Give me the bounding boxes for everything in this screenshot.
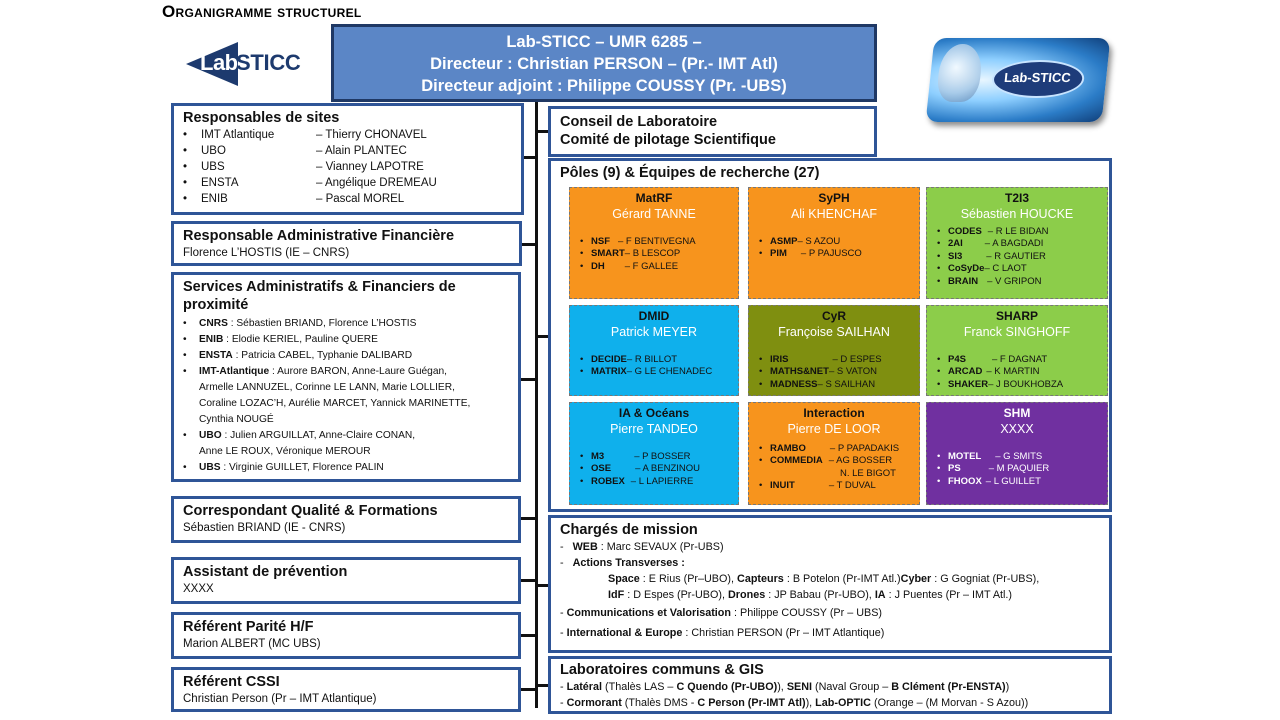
team-member (937, 251, 1107, 263)
bullet: • (937, 263, 941, 275)
team-member (580, 463, 738, 475)
service-org: UBS (199, 462, 221, 473)
site-name: UBS (201, 161, 225, 173)
service-item (183, 364, 509, 380)
team-card (926, 187, 1108, 299)
team-code: MATHS&NET (770, 366, 829, 378)
bullet: • (937, 250, 941, 262)
team-members (927, 354, 1107, 391)
bullet-spacer (183, 444, 199, 460)
bullet: • (937, 378, 941, 390)
team-member (759, 480, 919, 492)
team-member (580, 366, 738, 378)
bullet: • (937, 354, 941, 365)
team-name: SHM (1003, 406, 1031, 420)
service-item-cont (183, 380, 509, 396)
raf-title: Responsable Administrative Financière (183, 228, 455, 244)
referent-cssi-box (171, 667, 521, 712)
team-member-name: – K MARTIN (986, 366, 1040, 378)
services-proximite-box (171, 272, 521, 482)
team-member-name: – G SMITS (995, 451, 1043, 462)
site-row (183, 175, 512, 191)
bullet (759, 468, 770, 480)
bullet-spacer (183, 396, 199, 412)
site-responsible: – Angélique DREMEAU (316, 177, 437, 189)
team-code: SI3 (948, 250, 963, 262)
responsables-sites-box (171, 103, 524, 215)
charge-international: - International & Europe : Christian PERSON (Pr – IMT Atlantique) (560, 627, 885, 639)
bullet: • (183, 334, 187, 345)
connector-left (521, 517, 537, 520)
logo-sticc-text: STICC (236, 50, 301, 75)
team-member (759, 443, 919, 455)
team-member (759, 366, 919, 378)
team-member (759, 354, 919, 366)
team-member (580, 261, 738, 273)
team-member (937, 463, 1107, 475)
service-item (183, 460, 509, 476)
team-members (749, 236, 919, 261)
team-name: IA & Océans (618, 406, 690, 420)
conseil-line-1: Conseil de Laboratoire (560, 114, 718, 130)
team-code: PIM (770, 248, 787, 260)
team-member-name: – G LE CHENADEC (626, 366, 713, 378)
team-members (570, 236, 738, 273)
team-member (759, 455, 919, 467)
team-member-name: – T DUVAL (828, 480, 876, 492)
service-names: : Aurore BARON, Anne-Laure Guégan, (269, 366, 448, 377)
site-row (183, 143, 512, 159)
team-member-name: – A BAGDADI (984, 238, 1044, 250)
logo-badge-label: Lab-STICC (1003, 70, 1072, 85)
raf-box (171, 221, 522, 266)
page-title: Organigramme structurel (162, 2, 362, 21)
team-member-name: – F BENTIVEGNA (618, 236, 696, 247)
charge-actions-line1: Space : E Rius (Pr–UBO), Capteurs : B Potelon (Pr-IMT Atl.)Cyber : G Gogniat (Pr-UBS), (608, 573, 1040, 585)
team-member-name: – C LAOT (984, 263, 1027, 275)
bullet: • (183, 129, 188, 141)
team-member-name: – P PAPADAKIS (829, 443, 900, 454)
team-members (570, 354, 738, 379)
bullet: • (183, 177, 188, 189)
bullet: • (937, 366, 941, 378)
charges-mission-box (548, 515, 1112, 653)
team-members (927, 226, 1107, 288)
bullet: • (759, 443, 763, 454)
cssi-title: Référent CSSI (183, 674, 280, 690)
team-member (759, 379, 919, 391)
team-member-name: – B LESCOP (624, 248, 681, 260)
qualite-person: Sébastien BRIAND (IE - CNRS) (183, 522, 346, 534)
team-member-name: – F GALLEE (624, 260, 679, 272)
bullet: • (937, 238, 941, 250)
service-names: : Virginie GUILLET, Florence PALIN (220, 462, 384, 473)
team-code: FHOOX (948, 475, 982, 487)
team-code: 2AI (948, 238, 963, 250)
conseil-box (548, 106, 877, 157)
charge-actions: - Actions Transverses : (560, 557, 685, 569)
raf-person: Florence L’HOSTIS (IE – CNRS) (183, 247, 350, 259)
assistant-prevention-box (171, 557, 521, 604)
team-member (937, 379, 1107, 391)
charge-web: - WEB : Marc SEVAUX (Pr-UBS) (560, 541, 724, 553)
team-code: MATRIX (591, 366, 627, 378)
charge-actions-line2: IdF : D Espes (Pr-UBO), Drones : JP Babau (Pr-UBO), IA : J Puentes (Pr – IMT Atl.) (608, 589, 1013, 601)
bullet: • (937, 475, 941, 487)
team-member-name: – L GUILLET (985, 475, 1041, 487)
connector-right (537, 584, 548, 587)
team-member (580, 236, 738, 248)
team-member (937, 226, 1107, 238)
service-text (199, 428, 415, 444)
header-line-2: Directeur : Christian PERSON – (Pr.- IMT Atl) (430, 55, 778, 73)
team-member-name: – S VATON (828, 366, 877, 378)
team-card (748, 402, 920, 505)
team-leader: Gérard TANNE (612, 207, 696, 221)
bullet: • (580, 248, 584, 260)
service-names-cont: Cynthia NOUGÉ (199, 414, 274, 425)
bullet: • (183, 350, 187, 361)
service-item-cont (183, 396, 509, 412)
poles-equipes-box (548, 158, 1112, 512)
team-name: MatRF (635, 191, 673, 205)
bullet: • (183, 161, 188, 173)
service-item-cont (183, 444, 509, 460)
poles-title: Pôles (9) & Équipes de recherche (27) (560, 165, 820, 181)
service-org: ENIB (199, 334, 224, 345)
conseil-line-2: Comité de pilotage Scientifique (560, 132, 776, 148)
site-name: IMT Atlantique (201, 129, 275, 141)
robot-face-image (936, 44, 984, 102)
service-names: : Elodie KERIEL, Pauline QUERE (223, 334, 378, 345)
connector-left (521, 688, 537, 691)
connector-left (521, 634, 537, 637)
qualite-formations-box (171, 496, 521, 543)
team-member-name: – A BENZINOU (635, 463, 700, 475)
team-code: DH (591, 260, 605, 272)
team-code: BRAIN (948, 275, 979, 287)
team-code: M3 (591, 451, 605, 462)
bullet: • (580, 366, 584, 378)
service-item (183, 332, 509, 348)
site-responsible: – Alain PLANTEC (316, 145, 407, 157)
team-member (759, 468, 919, 480)
labos-line-2: - Cormorant (Thalès DMS - C Person (Pr-IMT Atl)), Lab-OPTIC (Orange – (M Morvan - S Azou)) (560, 697, 1029, 709)
team-code: ROBEX (591, 475, 625, 487)
service-item-cont (183, 412, 509, 428)
service-text (199, 316, 416, 332)
bullet: • (759, 248, 763, 260)
team-leader: Pierre TANDEO (610, 422, 698, 436)
team-member (937, 238, 1107, 250)
team-card (569, 305, 739, 396)
team-name: DMID (638, 309, 670, 323)
bullet-spacer (183, 380, 199, 396)
team-member-name: – S SAILHAN (817, 378, 876, 390)
bullet: • (759, 236, 763, 247)
bullet: • (183, 462, 187, 473)
site-name: ENSTA (201, 177, 239, 189)
service-names: : Patricia CABEL, Typhanie DALIBARD (232, 350, 413, 361)
header-line-3: Directeur adjoint : Philippe COUSSY (Pr. -UBS) (421, 77, 787, 95)
team-member-name: – F DAGNAT (991, 354, 1048, 365)
team-leader: XXXX (1000, 422, 1034, 436)
logo-lab-text: Lab- (200, 50, 245, 75)
team-leader: Pierre DE LOOR (787, 422, 881, 436)
service-text (199, 460, 384, 476)
team-leader: Patrick MEYER (610, 325, 698, 339)
site-responsible: – Thierry CHONAVEL (316, 129, 427, 141)
connector-trunk (535, 102, 538, 708)
team-member (580, 476, 738, 488)
labos-line-1: - Latéral (Thalès LAS – C Quendo (Pr-UBO)), SENI (Naval Group – B Clément (Pr-ENSTA)) (560, 681, 1010, 693)
team-member-name: – V GRIPON (987, 275, 1042, 287)
service-names: : Sébastien BRIAND, Florence L’HOSTIS (227, 318, 417, 329)
site-row (183, 127, 512, 143)
team-code: INUIT (770, 480, 795, 492)
team-code: DECIDE (591, 354, 627, 365)
bullet: • (937, 226, 941, 237)
connector-right (537, 335, 548, 338)
bullet: • (759, 455, 763, 467)
bullet-spacer (183, 412, 199, 428)
team-leader: Franck SINGHOFF (963, 325, 1071, 339)
bullet: • (937, 463, 941, 475)
team-code: SMART (591, 248, 625, 260)
team-code: CODES (948, 226, 982, 237)
team-code: IRIS (770, 354, 789, 365)
bullet: • (580, 354, 584, 365)
service-item (183, 428, 509, 444)
service-org: UBO (199, 430, 222, 441)
service-org: ENSTA (199, 350, 233, 361)
service-item (183, 348, 509, 364)
connector-left (522, 243, 537, 246)
service-names-cont: Anne LE ROUX, Véronique MEROUR (199, 446, 371, 457)
cssi-person: Christian Person (Pr – IMT Atlantique) (183, 693, 377, 705)
responsables-sites-title: Responsables de sites (183, 110, 340, 126)
lab-sticc-robot-logo (926, 38, 1111, 122)
service-org: IMT-Atlantique (199, 366, 270, 377)
team-name: SHARP (995, 309, 1038, 323)
laboratoires-communs-box (548, 656, 1112, 714)
parite-title: Référent Parité H/F (183, 619, 314, 635)
site-row (183, 191, 512, 207)
team-member-name: N. LE BIGOT (840, 467, 896, 479)
team-code: MOTEL (948, 451, 982, 462)
team-member (937, 276, 1107, 288)
bullet: • (580, 475, 584, 487)
site-row (183, 159, 512, 175)
bullet: • (580, 260, 584, 272)
service-text (199, 348, 412, 364)
bullet: • (759, 354, 763, 365)
service-text (199, 364, 447, 380)
lab-direction-header (331, 24, 877, 102)
service-names-cont: Armelle LANNUZEL, Corinne LE LANN, Marie LOLLIER, (199, 382, 455, 393)
team-code: NSF (591, 236, 610, 247)
services-title: Services Administratifs & Financiers de proximité (183, 279, 456, 313)
bullet: • (759, 378, 763, 390)
team-member-name: – D ESPES (832, 354, 882, 365)
team-member (580, 354, 738, 366)
team-member (759, 236, 919, 248)
team-card (748, 187, 920, 299)
team-leader: Sébastien HOUCKE (960, 207, 1074, 221)
team-member (580, 248, 738, 260)
team-code: SHAKER (948, 378, 989, 390)
team-code: ARCAD (948, 366, 983, 378)
team-member (759, 248, 919, 260)
team-code: CoSyDe (948, 263, 985, 275)
connector-left (521, 378, 537, 381)
bullet: • (183, 430, 187, 441)
team-code: COMMEDIA (770, 455, 823, 467)
site-name: UBO (201, 145, 226, 157)
bullet: • (183, 318, 187, 329)
team-leader: Françoise SAILHAN (778, 325, 890, 339)
team-member-name: – S AZOU (797, 236, 841, 247)
team-card (748, 305, 920, 396)
team-member-name: – R LE BIDAN (987, 226, 1049, 237)
lab-sticc-logo (186, 40, 316, 88)
site-responsible: – Pascal MOREL (316, 193, 405, 205)
charges-title: Chargés de mission (560, 522, 698, 538)
team-card (926, 305, 1108, 396)
team-member-name: – L LAPIERRE (630, 475, 694, 487)
labos-title: Laboratoires communs & GIS (560, 662, 764, 678)
team-code: ASMP (770, 236, 798, 247)
service-names-cont: Coraline LOZAC’H, Aurélie MARCET, Yannick MARINETTE, (199, 398, 471, 409)
bullet: • (937, 451, 941, 462)
qualite-title: Correspondant Qualité & Formations (183, 503, 438, 519)
team-members (749, 354, 919, 391)
team-code: OSE (591, 463, 612, 475)
bullet: • (759, 366, 763, 378)
team-name: CyR (821, 309, 846, 323)
team-card (926, 402, 1108, 505)
bullet: • (759, 480, 763, 492)
parite-person: Marion ALBERT (MC UBS) (183, 638, 321, 650)
team-name: Interaction (803, 406, 865, 420)
team-member (937, 354, 1107, 366)
team-member (937, 263, 1107, 275)
bullet: • (183, 193, 188, 205)
team-member-name: – P BOSSER (634, 451, 691, 462)
team-member-name: – P PAJUSCO (800, 248, 862, 260)
team-card (569, 402, 739, 505)
service-names: : Julien ARGUILLAT, Anne-Claire CONAN, (221, 430, 416, 441)
team-code: PS (948, 463, 961, 475)
team-member (937, 476, 1107, 488)
team-member-name: – R BILLOT (626, 354, 678, 365)
prevention-title: Assistant de prévention (183, 564, 348, 580)
team-members (927, 451, 1107, 488)
referent-parite-box (171, 612, 521, 659)
team-member (937, 366, 1107, 378)
service-org: CNRS (199, 318, 228, 329)
prevention-person: XXXX (183, 583, 214, 595)
team-members (570, 451, 738, 488)
bullet: • (580, 463, 584, 475)
team-code: P4S (948, 354, 966, 365)
bullet: • (183, 366, 187, 377)
bullet: • (183, 145, 188, 157)
bullet: • (580, 236, 584, 247)
team-name: T2I3 (1004, 191, 1029, 205)
site-name: ENIB (201, 193, 228, 205)
service-text (199, 332, 378, 348)
team-member-name: – AG BOSSER (828, 455, 893, 467)
team-members (749, 443, 919, 493)
team-code: RAMBO (770, 443, 806, 454)
connector-right (537, 130, 548, 133)
connector-left (521, 579, 537, 582)
connector-left (524, 156, 537, 159)
team-member (937, 451, 1107, 463)
team-card (569, 187, 739, 299)
team-name: SyPH (818, 191, 850, 205)
bullet: • (580, 451, 584, 462)
team-code: MADNESS (770, 378, 818, 390)
team-member-name: – R GAUTIER (986, 250, 1046, 262)
service-item (183, 316, 509, 332)
site-responsible: – Vianney LAPOTRE (316, 161, 424, 173)
team-member (580, 451, 738, 463)
connector-right (537, 684, 548, 687)
team-leader: Ali KHENCHAF (790, 207, 878, 221)
bullet: • (937, 275, 941, 287)
team-member-name: – J BOUKHOBZA (988, 378, 1064, 390)
charge-communication: - Communications et Valorisation : Philippe COUSSY (Pr – UBS) (560, 607, 883, 619)
header-line-1: Lab-STICC – UMR 6285 – (506, 33, 702, 51)
team-member-name: – M PAQUIER (988, 463, 1050, 475)
